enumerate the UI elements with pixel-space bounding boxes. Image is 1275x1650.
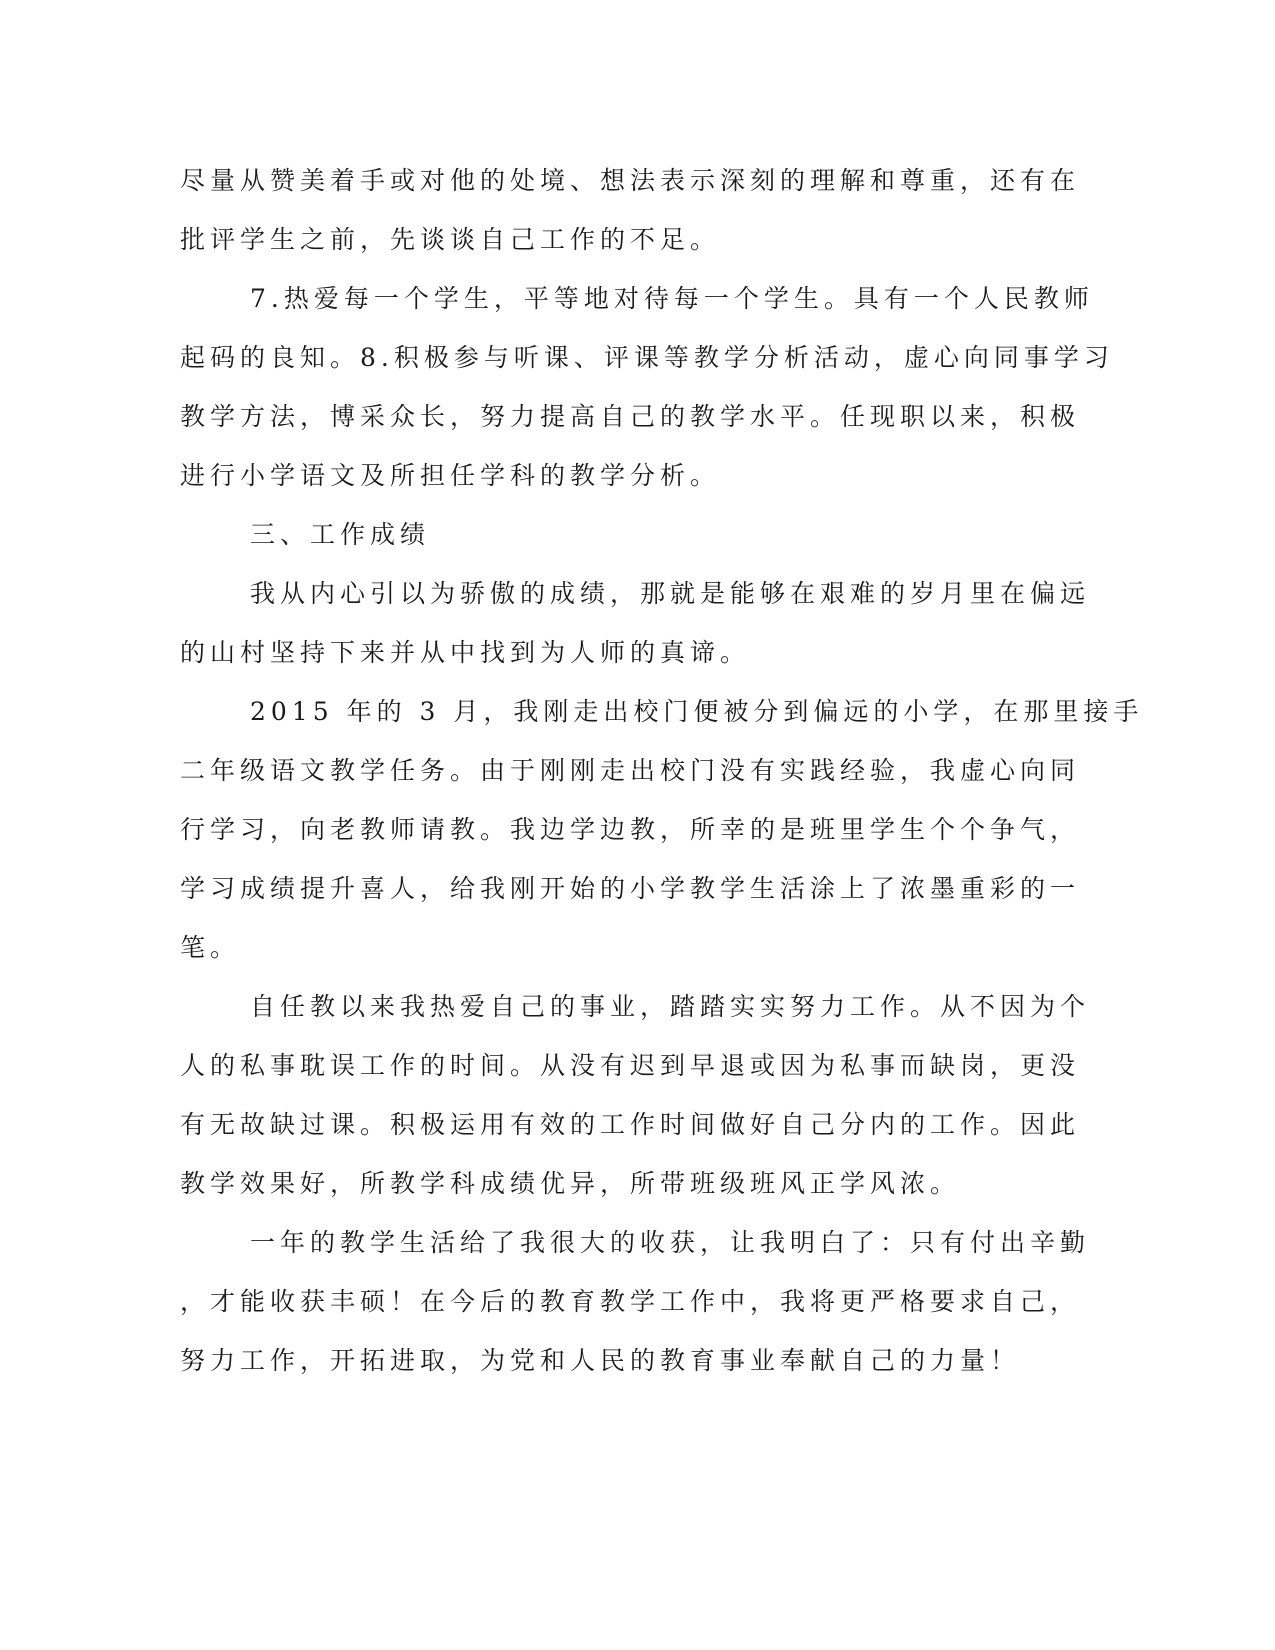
- text-line: 笔。: [180, 933, 241, 962]
- text-line: 7.热爱每一个学生，平等地对待每一个学生。具有一个人民教师: [250, 284, 1094, 313]
- text-line: 自任教以来我热爱自己的事业，踏踏实实努力工作。从不因为个: [250, 992, 1091, 1021]
- text-line: 行学习，向老教师请教。我边学边教，所幸的是班里学生个个争气，: [180, 815, 1081, 844]
- text-line: 人的私事耽误工作的时间。从没有迟到早退或因为私事而缺岗，更没: [180, 1051, 1081, 1080]
- text-line: ，才能收获丰硕！在今后的教育教学工作中，我将更严格要求自己，: [180, 1287, 1081, 1316]
- text-line: 有无故缺过课。积极运用有效的工作时间做好自己分内的工作。因此: [180, 1110, 1081, 1139]
- text-line: 进行小学语文及所担任学科的教学分析。: [180, 461, 721, 490]
- text-line: 一年的教学生活给了我很大的收获，让我明白了：只有付出辛勤: [250, 1228, 1091, 1257]
- text-line: 批评学生之前，先谈谈自己工作的不足。: [180, 225, 721, 254]
- text-line: 我从内心引以为骄傲的成绩，那就是能够在艰难的岁月里在偏远: [250, 579, 1091, 608]
- text-line: 二年级语文教学任务。由于刚刚走出校门没有实践经验，我虚心向同: [180, 756, 1081, 785]
- text-line: 教学方法，博采众长，努力提高自己的教学水平。任现职以来，积极: [180, 402, 1081, 431]
- text-line: 起码的良知。8.积极参与听课、评课等教学分析活动，虚心向同事学习: [180, 343, 1114, 372]
- text-line: 的山村坚持下来并从中找到为人师的真谛。: [180, 638, 751, 667]
- section-heading: 三、工作成绩: [250, 520, 431, 549]
- text-line: 努力工作，开拓进取，为党和人民的教育事业奉献自己的力量！: [180, 1346, 1021, 1375]
- text-line: 教学效果好，所教学科成绩优异，所带班级班风正学风浓。: [180, 1169, 961, 1198]
- text-line: 2015 年的 3 月，我刚走出校门便被分到偏远的小学，在那里接手: [250, 697, 1144, 726]
- text-line: 尽量从赞美着手或对他的处境、想法表示深刻的理解和尊重，还有在: [180, 166, 1081, 195]
- text-line: 学习成绩提升喜人，给我刚开始的小学教学生活涂上了浓墨重彩的一: [180, 874, 1081, 903]
